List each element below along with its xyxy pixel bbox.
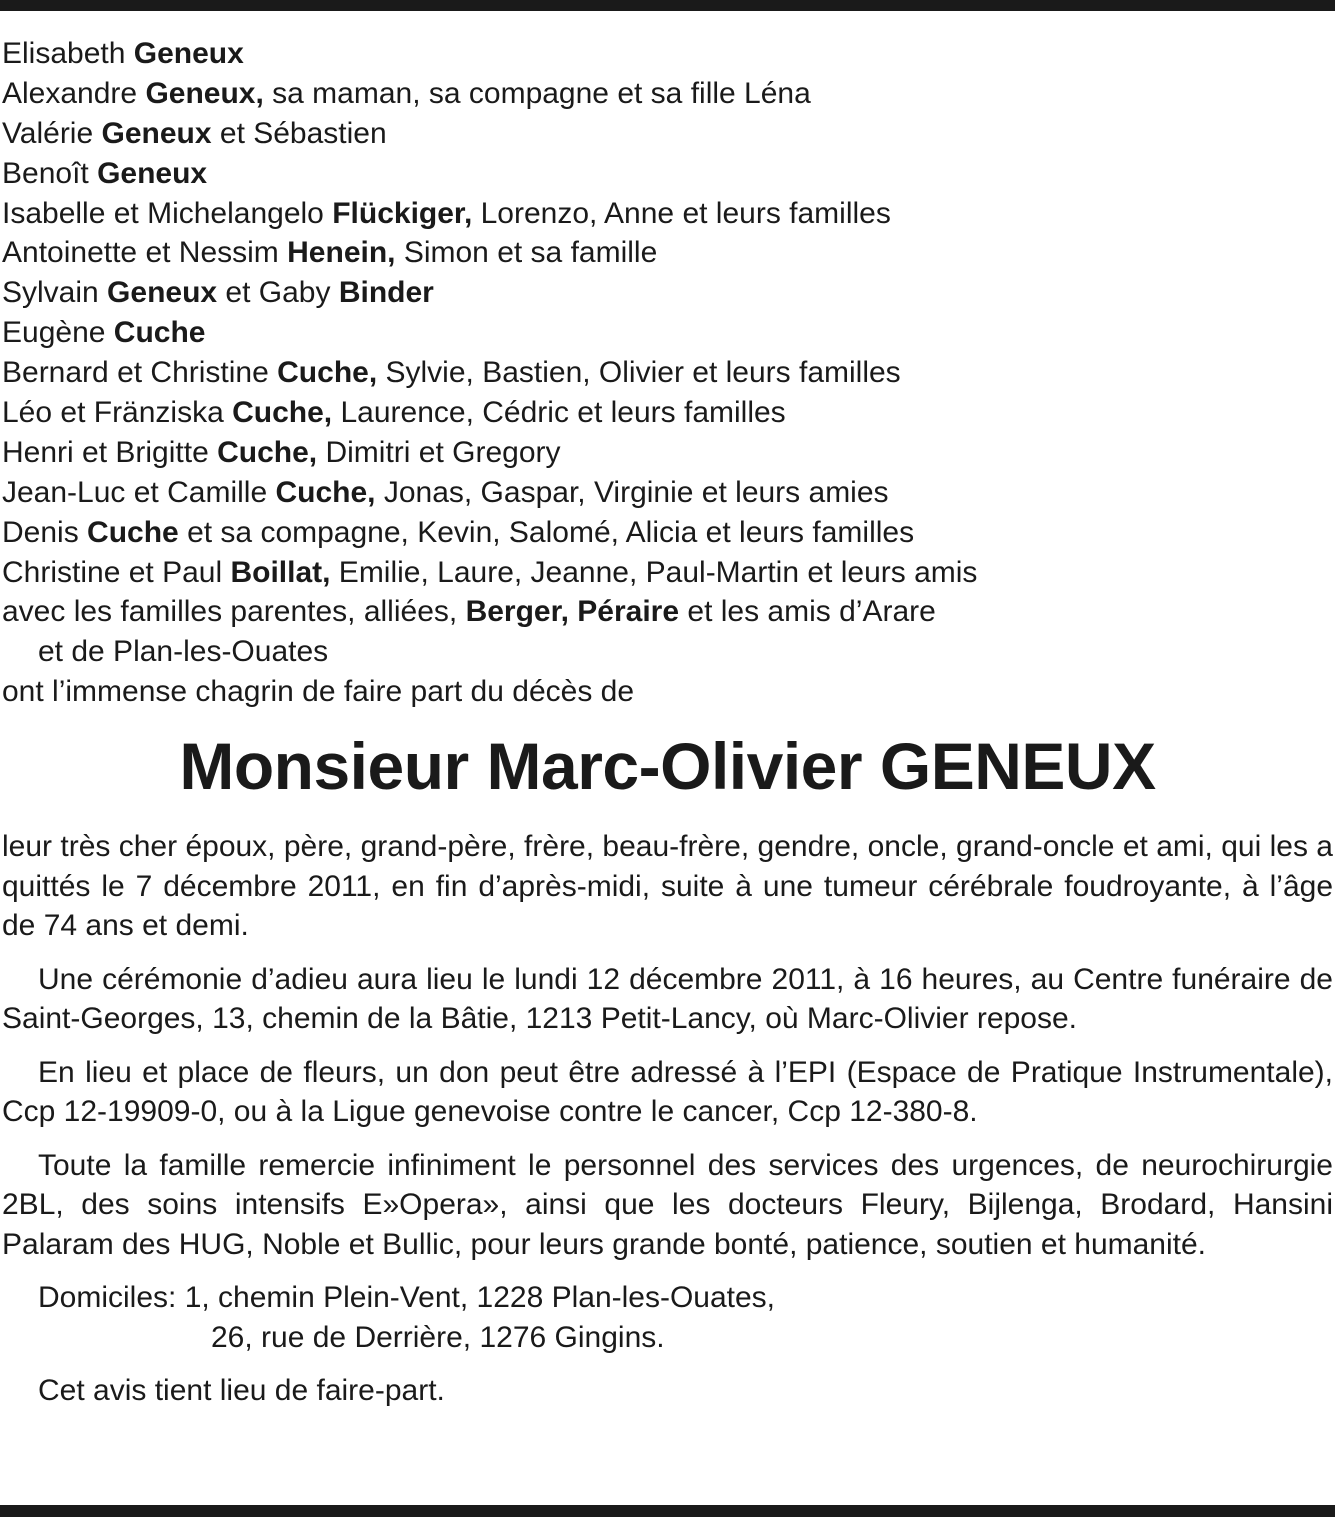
family-line	[2, 513, 1332, 553]
family-surname: Cuche,	[217, 435, 318, 469]
family-line	[2, 34, 1332, 74]
family-text: et Gaby	[217, 276, 339, 310]
family-text: ont l’immense chagrin de faire part du décès de	[2, 675, 635, 709]
family-line	[2, 433, 1332, 473]
family-text: sa maman, sa compagne et sa fille Léna	[263, 76, 811, 110]
family-surname: Cuche	[87, 515, 179, 549]
family-line	[2, 353, 1332, 393]
family-text: Henri et Brigitte	[2, 435, 218, 469]
family-text: Antoinette et Nessim	[2, 236, 288, 270]
family-line	[2, 473, 1332, 513]
family-text: Dimitri et Gregory	[317, 435, 561, 469]
family-text: Elisabeth	[2, 37, 134, 70]
family-surname: Geneux,	[145, 76, 264, 110]
family-text: Eugène	[2, 316, 114, 350]
family-line	[2, 273, 1332, 313]
family-text: Isabelle et Michelangelo	[2, 196, 333, 230]
family-text: Denis	[2, 515, 88, 549]
family-surname: Henein,	[287, 236, 396, 270]
family-text: Léo et Fränziska	[2, 396, 233, 430]
family-surname: Cuche,	[275, 475, 376, 509]
top-border-rule	[0, 0, 1335, 11]
donation-paragraph: En lieu et place de fleurs, un don peut être adressé à l’EPI (Espace de Pratique Instrumentale), Ccp 12-19909-0, ou à la Ligue genevoise contre le cancer, Ccp 12-380-8.	[2, 1055, 1333, 1128]
family-surname: Flückiger,	[332, 196, 473, 230]
family-line	[2, 553, 1332, 593]
family-surname: Cuche,	[232, 396, 333, 430]
family-text: et de Plan-les-Ouates	[38, 635, 329, 669]
family-surname: Boillat,	[230, 555, 331, 589]
family-line	[2, 194, 1332, 234]
family-text: avec les familles parentes, alliées,	[2, 595, 466, 629]
family-surname: Geneux	[101, 116, 212, 150]
family-line	[2, 672, 1332, 712]
family-text: Christine et Paul	[2, 555, 231, 589]
family-text: Jean-Luc et Camille	[2, 475, 276, 509]
family-text: Bernard et Christine	[2, 356, 278, 390]
closing-line: Cet avis tient lieu de faire-part.	[38, 1374, 445, 1407]
family-text: Laurence, Cédric et leurs familles	[332, 396, 786, 430]
family-text: Jonas, Gaspar, Virginie et leurs amies	[375, 475, 889, 509]
deceased-name-heading: Monsieur Marc-Olivier GENEUX	[179, 729, 1156, 803]
family-surname: Geneux	[107, 276, 218, 310]
family-surname: Binder	[338, 276, 434, 310]
family-surname: Geneux	[97, 156, 208, 190]
family-text: Benoît	[2, 156, 98, 190]
domiciles-block	[2, 1278, 1333, 1357]
bottom-border-rule	[0, 1505, 1335, 1517]
family-text: Valérie	[2, 116, 102, 150]
domicile-line-2: 26, rue de Derrière, 1276 Gingins.	[211, 1320, 665, 1354]
tribute-paragraph: leur très cher époux, père, grand-père, frère, beau-frère, gendre, oncle, grand-oncle et ami, qui les a quittés le 7 décembre 2011, en fin d’après-midi, suite à une tumeur cérébrale foudroyante, à l’âge de 74 ans et demi.	[2, 830, 1333, 942]
family-surname: Geneux	[133, 37, 244, 70]
family-surname: Cuche	[113, 316, 206, 350]
family-text: et sa compagne, Kevin, Salomé, Alicia et leurs familles	[178, 515, 915, 549]
notice-body	[2, 827, 1333, 1411]
family-line	[2, 233, 1332, 273]
family-line	[2, 313, 1332, 353]
family-surname: Cuche,	[277, 356, 378, 390]
family-line	[2, 154, 1332, 194]
family-text: Simon et sa famille	[395, 236, 658, 270]
domicile-line-1: Domiciles: 1, chemin Plein-Vent, 1228 Plan-les-Ouates,	[38, 1281, 776, 1314]
family-line	[2, 632, 1332, 672]
family-line	[2, 393, 1332, 433]
family-text: Sylvie, Bastien, Olivier et leurs familles	[377, 356, 901, 390]
family-text: Alexandre	[2, 76, 146, 110]
family-list	[2, 34, 1332, 712]
family-surname: Berger, Péraire	[465, 595, 680, 629]
thanks-paragraph: Toute la famille remercie infiniment le personnel des services des urgences, de neurochirurgie 2BL, des soins intensifs E»Opera», ainsi que les docteurs Fleury, Bijlenga, Brodard, Hansini Palaram des HUG, Noble et Bullic, pour leurs grande bonté, patience, soutien et humanité.	[2, 1148, 1333, 1261]
family-line	[2, 114, 1332, 154]
family-text: Sylvain	[2, 276, 108, 310]
family-text: et les amis d’Arare	[679, 595, 936, 629]
family-text: Emilie, Laure, Jeanne, Paul-Martin et leurs amis	[330, 555, 978, 589]
family-line	[2, 74, 1332, 114]
family-text: Lorenzo, Anne et leurs familles	[472, 196, 891, 230]
family-text: et Sébastien	[211, 116, 387, 150]
ceremony-paragraph: Une cérémonie d’adieu aura lieu le lundi 12 décembre 2011, à 16 heures, au Centre funéraire de Saint-Georges, 13, chemin de la Bâtie, 1213 Petit-Lancy, où Marc-Olivier repose.	[2, 962, 1333, 1035]
family-line	[2, 592, 1332, 632]
